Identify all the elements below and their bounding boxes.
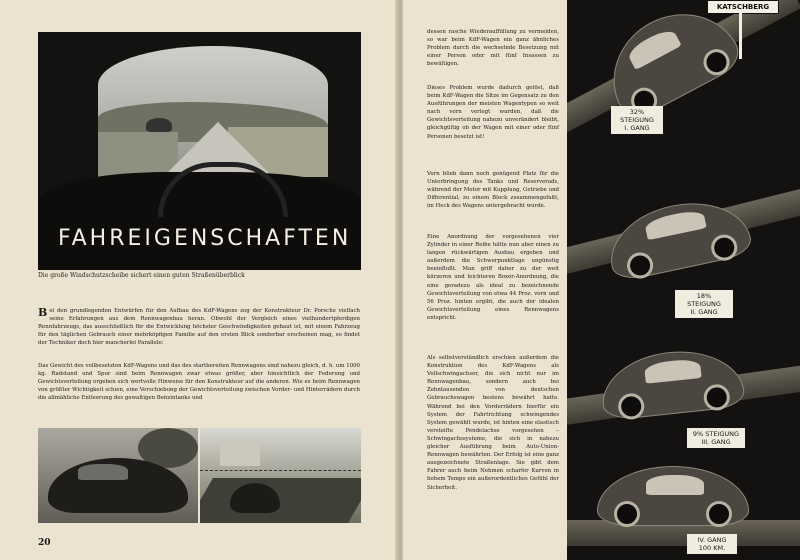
grade-4-gear: IV. GANG bbox=[697, 536, 727, 544]
katschberg-sign: KATSCHBERG bbox=[707, 0, 779, 14]
right-page bbox=[403, 0, 800, 560]
grade-1-percent: 32% STEIGUNG bbox=[620, 108, 654, 124]
hero-photo-windshield-view bbox=[38, 32, 361, 270]
body-paragraph-col3: Vorn blieb dann noch genügend Platz für die Unterbringung des Tanks und Reserverads, während der Motor mit Kupplung, Getriebe und Differential, zu einem Block zusammengefaßt, im Heck des Wagens untergebracht wurde. bbox=[427, 171, 559, 210]
sign-post bbox=[739, 13, 742, 59]
grade-badge-3 bbox=[687, 428, 745, 448]
grade-1-gear: I. GANG bbox=[624, 124, 650, 132]
intro-text: ei den grundlegenden Entwürfen für den Aufbau des KdF-Wagens zog der Konstrukteur Dr. Porsche vielfach seine Erfahrungen aus dem Rennwagenbau heran. Obwohl der Vergleich eines vielhundertpferdigen Rennfahrzeugs, das ausschließlich für die Entwicklung höchster Geschwindigkeiten gebaut ist, mit einem Fahrzeug für den täglichen Gebrauch einer mehrköpfigen Familie auf den ersten Blick sonderbar erscheinen mag, so findet der Techniker doch hier mancherlei Parallele: bbox=[38, 308, 360, 347]
photo-beetle-on-road bbox=[200, 428, 361, 523]
page-number: 20 bbox=[38, 538, 51, 548]
body-paragraph-col5: Als selbstverständlich erschien außerdem die Konstruktion des KdF-Wagens als Vollschwingachser, die sich nicht nur im Rennwagenbau, sondern auch bei Zehntausenden von deutschen Gebrauchswagen bestens bewährt hatte. Während bei den Vorderrädern hierfür ein System der Fahrtrichtung schwingendes System gewählt wurde, ist hinten eine elastisch versteifte Pendelachse vorgesehen – Schwingachssysteme, die sich in nahezu gleicher Ausführung beim Auto-Union-Rennwagen bewährten. Der Erfolg ist eine ganz ausgezeichnete Straßenlage. Sie gibt dem Fahrer auch beim Nehmen scharfer Kurven in hohem Tempo ein außerordentliches Gefühl der Sicherheit. bbox=[427, 355, 559, 491]
body-paragraph-weight: Das Gewicht des vollbesetzten KdF-Wagens und das des startbereiten Rennwagens sind nahezu gleich, d. h. um 1000 kg. Radstand und Spur sind beim Rennwagen zwar etwas größer, aber hinsichtlich der Federung und Gewichtsverteilung ergeben sich wertvolle Hinweise für den Konstrukteur auf die anderen. Wie es beim Rennwagen von größter Wichtigkeit schien, eine Verschiebung der Gewichtsverteilung zwischen Vorder- und Hinterrädern durch die allmähliche Entleerung des gewaltigen Benzintanks und bbox=[38, 363, 360, 402]
grade-4-speed: 100 KM. bbox=[698, 544, 726, 552]
body-paragraph-col2: Dieses Problem wurde dadurch gelöst, daß beim KdF-Wagen die Sitze im Gegensatz zu den Ausführungen der meisten Wagentypen so weit nach vorn verlegt wurden, daß die Gewichtsverteilung nahezu unverändert bleibt, gleichgültig ob der Wagen mit einer oder fünf Personen besetzt ist! bbox=[427, 85, 559, 140]
grade-badge-4 bbox=[687, 534, 737, 554]
grade-3-percent: 9% STEIGUNG bbox=[692, 430, 740, 438]
grade-badge-1 bbox=[611, 106, 663, 134]
left-page bbox=[0, 0, 397, 560]
body-paragraph-intro bbox=[38, 307, 360, 347]
beetle-car-image-4 bbox=[597, 466, 749, 526]
drop-cap: B bbox=[38, 306, 48, 319]
photo-caption: Die große Windschutzscheibe sichert einen guten Straßenüberblick bbox=[38, 272, 245, 279]
grade-3-gear: III. GANG bbox=[701, 438, 731, 446]
photo-beetle-front bbox=[38, 428, 198, 523]
page-title: FAHREIGENSCHAFTEN bbox=[58, 226, 352, 251]
body-paragraph-col4: Eine Anordnung der vorgesehenen vier Zylinder in einer Reihe hätte nun aber einen zu langen rückwärtigen Ausbau ergeben und außerdem die Schwerpunktlage ungünstig beeinflußt. Man griff daher zu der weit kürzeren und leichteren Boxer-Anordnung, die eine geradezu als ideal zu bezeichnende Gewichtsverteilung von etwa 44 Proz. vorn und 56 Proz. hinten ergibt, die auch der idealen Gewichtsverteilung eines Rennwagens entspricht. bbox=[427, 234, 559, 321]
body-paragraph-col1: dessen rasche Wiederauffüllung zu vermeiden, so war beim KdF-Wagen ein ganz ähnliches Problem durch die wechselnde Besetzung mit einer Person oder mit fünf Insassen zu bewältigen. bbox=[427, 29, 559, 68]
grade-2-gear: II. GANG bbox=[690, 308, 718, 316]
beetle-car-image-2 bbox=[602, 191, 754, 283]
beetle-car-image-3 bbox=[598, 345, 746, 422]
grade-2-percent: 18% STEIGUNG bbox=[687, 292, 721, 308]
oncoming-car-image bbox=[146, 118, 172, 132]
hill-climb-illustration bbox=[567, 0, 800, 560]
grade-badge-2 bbox=[675, 290, 733, 318]
